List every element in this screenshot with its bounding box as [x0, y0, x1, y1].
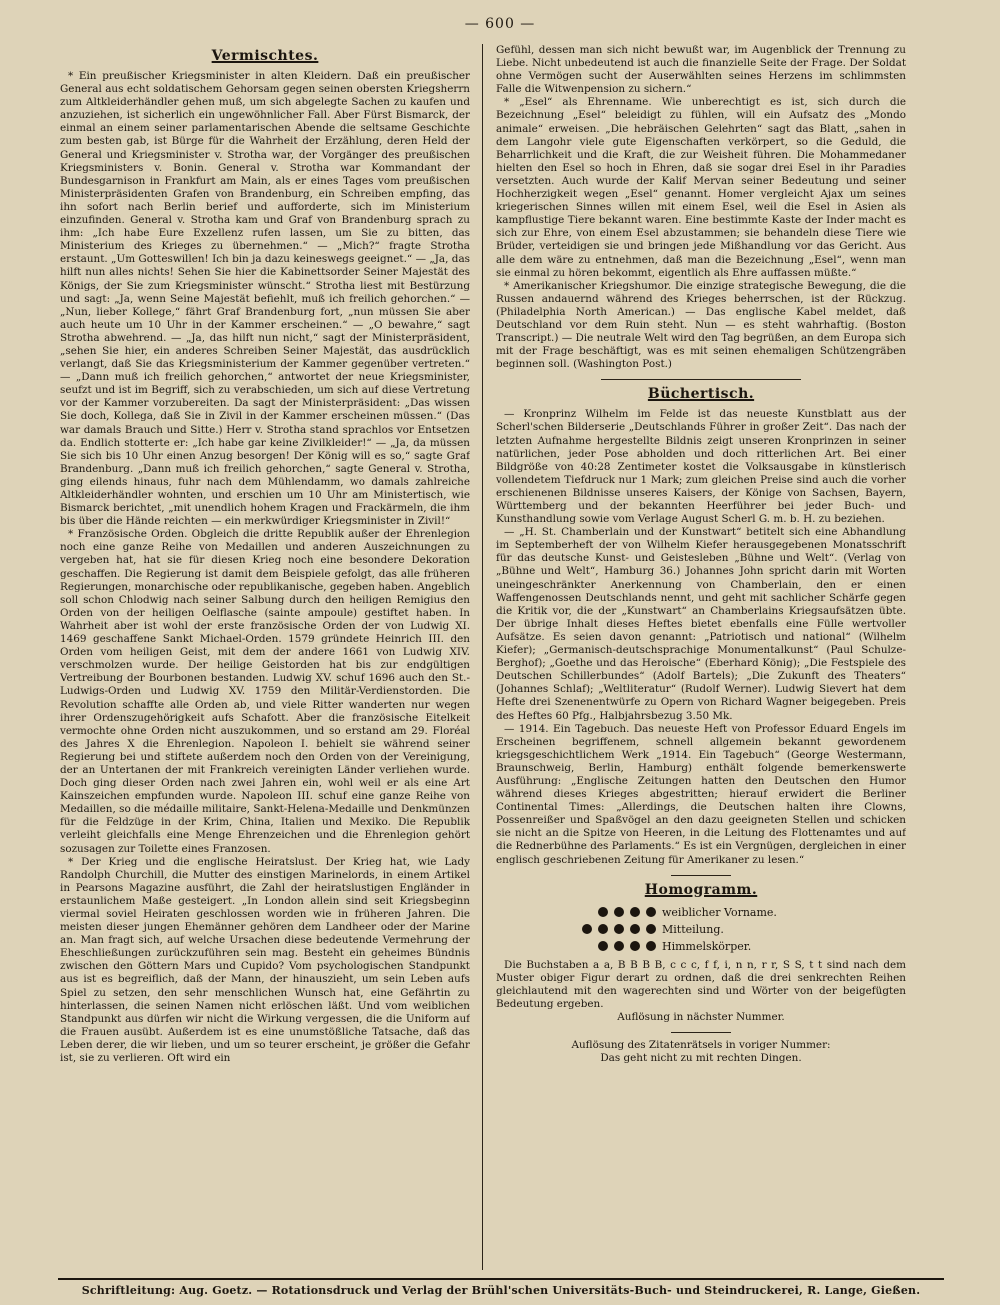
homogram-dot — [630, 941, 640, 951]
section-separator-short — [671, 875, 731, 876]
homogram-dots — [556, 941, 656, 951]
section-heading-vermischtes: Vermischtes. — [211, 48, 319, 64]
section-separator-short — [671, 1032, 731, 1033]
homogram-dot — [614, 924, 624, 934]
homogram-label: Mitteilung. — [662, 922, 724, 936]
homogram-row — [556, 904, 906, 921]
homogram-dot — [598, 907, 608, 917]
homogram-dot — [630, 907, 640, 917]
homogram-row — [556, 921, 906, 938]
article-kronprinz: — Kronprinz Wilhelm im Felde ist das neueste Kunstblatt aus der Scherl'schen Bilderserie „Deutschlands Führer in großer Zeit“. Das nach der letzten Aufnahme hergestellte Bildnis zeigt unseren Kronprinzen in seiner natürlichen, jeder Pose abholden und doch ritterlichen Art. Bei einer Bildgröße von 40:28 Zentimeter kostet die Volksausgabe in künstlerisch vollendetem Tiefdruck nur 1 Mark; zum gleichen Preise sind auch die vorher erschienenen Bildnisse unseres Kaisers, der Könige von Sachsen, Bayern, Württemberg und der bekannten Heerführer bei jeder Buch- und Kunsthandlung sowie vom Verlage August Scherl G. m. b. H. zu beziehen. — [496, 408, 906, 526]
homogram-note: Auflösung in nächster Nummer. — [617, 1011, 785, 1023]
homogram-dot — [646, 924, 656, 934]
section-separator — [601, 379, 801, 380]
left-column — [60, 44, 470, 1276]
footer-rule — [58, 1278, 944, 1280]
article-tagebuch: — 1914. Ein Tagebuch. Das neueste Heft von Professor Eduard Engels im Erscheinen begriffenem, schnell allgemein bekannt gewordenem kriegsgeschichtlichem Werk „1914. Ein Tagebuch“ (George Westermann, Braunschweig, Berlin, Hamburg) enthält folgende bemerkenswerte Ausführung: „Englische Zeitungen hatten den Deutschen den Humor während dieses Krieges abgestritten; hierauf erwidert die Berliner Continental Times: „Allerdings, die Deutschen halten ihre Clowns, Possenreißer und Spaßvögel an den dazu geeigneten Stellen und schicken sie nicht an die Spitze von Heeren, in die Leitung des Flottenamtes und auf die Rednerbühne des Parlaments.“ Es ist ein Vergnügen, dergleichen in einer englisch geschriebenen Zeitung für Amerikaner zu lesen.“ — [496, 722, 906, 866]
article-heiratslust: * Der Krieg und die englische Heiratslust. Der Krieg hat, wie Lady Randolph Churchill, die Mutter des einstigen Marinelords, in einem Artikel in Pearsons Magazine ausführt, die Zahl der heiratslustigen Engländer in erstaunlichem Maße gesteigert. „In London allein sind seit Kriegsbeginn viermal soviel Heiraten geschlossen worden wie in früheren Jahren. Die meisten dieser jungen Ehemänner gehören dem Landheer oder der Marine an. Man fragt sich, auf welche Ursachen diese bedeutende Vermehrung der Eheschließungen zurückzuführen sein mag. Besteht ein geheimes Bündnis zwischen den Göttern Mars und Cupido? Vom psychologischen Standpunkt aus ist es begreiflich, daß der Mann, der hinauszieht, um sein Leben aufs Spiel zu setzen, den sehr menschlichen Wunsch hat, eine Gefährtin zu hinterlassen, die seinen Namen nicht erlöschen läßt. Und vom weiblichen Standpunkt aus dürfen wir nicht die Wirkung vergessen, die die Uniform auf die Frauen ausübt. Außerdem ist es eine unumstößliche Tatsache, daß das Leben derer, die wir lieben, und um so teurer erscheint, je größer die Gefahr ist, sie zu verlieren. Oft wird ein — [60, 855, 470, 1065]
imprint-footer: Schriftleitung: Aug. Goetz. — Rotationsdruck und Verlag der Brühl'schen Universitäts-Buch- und Steindruckerei, R. Lange, Gießen. — [81, 1284, 921, 1297]
column-divider — [482, 44, 483, 1270]
homogram-dot — [646, 941, 656, 951]
homogram-dot — [630, 924, 640, 934]
section-heading-homogramm: Homogramm. — [644, 881, 758, 898]
solution-text: Das geht nicht zu mit rechten Dingen. — [600, 1052, 802, 1065]
homogram-dot — [582, 924, 592, 934]
homogram-dot — [614, 907, 624, 917]
page-number: — 600 — — [464, 16, 536, 32]
article-chamberlain: — „H. St. Chamberlain und der Kunstwart“ betitelt sich eine Abhandlung im Septemberheft der von Wilhelm Kiefer herausgegebenen Monatsschrift für das deutsche Kunst- und Geistesleben „Bühne und Welt“. (Verlag von „Bühne und Welt“, Hamburg 36.) Johannes John spricht darin mit Worten uneingeschränkter Anerkennung von Chamberlain, den er einen Waffengenossen Deutschlands nennt, und geht mit sachlicher Schärfe gegen die Kritik vor, die der „Kunstwart“ an Chamberlains Kriegsaufsätzen übte. Der übrige Inhalt dieses Heftes bietet ebenfalls eine Fülle wertvoller Aufsätze. Es seien davon genannt: „Patriotisch und national“ (Wilhelm Kiefer); „Germanisch-deutschsprachige Monumentalkunst“ (Paul Schulze-Berghof); „Goethe und das Heroische“ (Eberhard König); „Die Festspiele des Deutschen Schillerbundes“ (Adolf Bartels); „Die Zukunft des Theaters“ (Johannes Schlaf); „Weltliteratur“ (Rudolf Werner). Ludwig Sievert hat dem Hefte drei Szenenentwürfe zu Opern von Richard Wagner beigegeben. Preis des Heftes 60 Pfg., Halbjahrsbezug 3.50 Mk. — [496, 526, 906, 722]
homogram-dots — [556, 924, 656, 934]
article-esel: * „Esel“ als Ehrenname. Wie unberechtigt es ist, sich durch die Bezeichnung „Esel“ beleidigt zu fühlen, will ein Aufsatz des „Mondo animale“ erweisen. „Die hebräischen Gelehrten“ sagt das Blatt, „sahen in dem Langohr viele gute Eigenschaften verkörpert, so die Geduld, die Beharrlichkeit und die Kraft, die zur Weisheit führen. Die Mohammedaner hielten den Esel so hoch in Ehren, daß sie sogar drei Esel in ihr Paradies versetzten. Auch wurde der Kalif Mervan seiner Bedeutung und seiner Hochherzigkeit wegen „Esel“ genannt. Homer vergleicht Ajax um seines kriegerischen Sinnes willen mit einem Esel, weil die Esel in Asien als kampflustige Tiere bekannt waren. Eine bestimmte Kaste der Inder macht es sich zur Ehre, von einem Esel abzustammen; sie behandeln diese Tiere wie Brüder, verteidigen sie und bringen jede Mißhandlung vor das Gericht. Aus alle dem wäre zu entnehmen, daß man die Bezeichnung „Esel“, wenn man sie einmal zu hören bekommt, eigentlich als Ehre auffassen müßte.“ — [496, 96, 906, 279]
section-heading-buechertisch: Büchertisch. — [647, 386, 755, 403]
solution-title: Auflösung des Zitatenrätsels in voriger Nummer: — [571, 1039, 831, 1052]
homogram-dot — [614, 941, 624, 951]
homogram-dots — [556, 907, 656, 917]
homogram-dot — [598, 941, 608, 951]
article-kriegshumor: * Amerikanischer Kriegshumor. Die einzige strategische Bewegung, die die Russen andauernd während des Krieges beherrschen, ist der Rückzug. (Philadelphia North American.) — Das englische Kabel meldet, daß Deutschland vor dem Ruin steht. Nun — es steht wahrhaftig. (Boston Transcript.) — Die neutrale Welt wird den Tag begrüßen, an dem Europa sich mit der Frage beschäftigt, was es mit seinen ehemaligen Schützengräben beginnen soll. (Washington Post.) — [496, 279, 906, 371]
homogram-label: Himmelskörper. — [662, 939, 752, 953]
homogram-row — [556, 938, 906, 955]
right-column — [496, 44, 906, 1276]
article-franzoesische-orden: * Französische Orden. Obgleich die dritte Republik außer der Ehrenlegion noch eine ganze Reihe von Medaillen und anderen Auszeichnungen zu vergeben hat, hat sie für diesen Krieg noch eine besondere Dekoration geschaffen. Die Regierung ist damit dem Beispiele gefolgt, das alle früheren Regierungen, monarchische oder republikanische, gegeben haben. Angeblich soll schon Chlodwig nach seiner Salbung durch den heiligen Remigius den Orden von der heiligen Oelflasche (sainte ampoule) gestiftet haben. In Wahrheit aber ist wohl der erste französische Orden der von Ludwig XI. 1469 geschaffene Sankt Michael-Orden. 1579 gründete Heinrich III. den Orden vom heiligen Geist, mit dem der andere 1661 von Ludwig XIV. verschmolzen wurde. Der heilige Geistorden hat bis zur endgültigen Vertreibung der Bourbonen bestanden. Ludwig XV. schuf 1696 auch den St.-Ludwigs-Orden und Ludwig XV. 1759 den Militär-Verdienstorden. Die Revolution schaffte alle Orden ab, und viele Ritter wanderten nur wegen ihrer Ordenszugehörigkeit aufs Schafott. Aber die französische Eitelkeit vermochte ohne Orden nicht auszukommen, und so erstand am 29. Floréal des Jahres X die Ehrenlegion. Napoleon I. behielt sie während seiner Regierung bei und stiftete außerdem noch den Orden von der Vereinigung, der an Untertanen der mit Frankreich vereinigten Länder verliehen wurde. Doch ging dieser Orden nach zwei Jahren ein, wohl weil er als eine Art Kainszeichen empfunden wurde. Napoleon III. schuf eine ganze Reihe von Medaillen, so die médaille militaire, Sankt-Helena-Medaille und Denkmünzen für die Feldzüge in der Krim, China, Italien und Mexiko. Die Republik verleiht gleichfalls eine Menge Ehrenzeichen und die Ehrenlegion gehört sozusagen zur Toilette eines Franzosen. — [60, 528, 470, 855]
homogram-label: weiblicher Vorname. — [662, 905, 777, 919]
article-kriegsminister: * Ein preußischer Kriegsminister in alten Kleidern. Daß ein preußischer General aus echt soldatischem Gehorsam gegen seinen obersten Kriegsherrn zum Altkleiderhändler gehen muß, um sich abgelegte Sachen zu kaufen und anzuziehen, ist sicherlich ein ungewöhnlicher Fall. Aber Fürst Bismarck, der einmal an einem seiner parlamentarischen Abende die seltsame Geschichte zum besten gab, ist Bürge für die Wahrheit der Erzählung, deren Held der General und Kriegsminister v. Strotha war, der Vorgänger des preußischen Kriegsministers v. Bonin. General v. Strotha war Kommandant der Bundesgarnison in Frankfurt am Main, als er eines Tages vom preußischen Ministerpräsidenten Grafen von Brandenburg, ein Schreiben empfing, das ihn sofort nach Berlin berief und aufforderte, sich im Ministerium einzufinden. General v. Strotha kam und Graf von Brandenburg sprach zu ihm: „Ich habe Eure Exzellenz rufen lassen, um Sie zu bitten, das Ministerium des Krieges zu übernehmen.“ — „Mich?“ fragte Strotha erstaunt. „Um Gotteswillen! Ich bin ja dazu keineswegs geeignet.“ — „Ja, das hilft nun alles nichts! Sehen Sie hier die Kabinettsorder Seiner Majestät des Königs, der Sie zum Kriegsminister wünscht.“ Strotha liest mit Bestürzung und sagt: „Ja, wenn Seine Majestät befiehlt, muß ich freilich gehorchen.“ — „Nun, lieber Kollege,“ fährt Graf Brandenburg fort, „nun müssen Sie aber auch heute um 10 Uhr in der Kammer erscheinen.“ — „O bewahre,“ sagt Strotha abwehrend. — „Ja, das hilft nun nicht,“ sagt der Ministerpräsident, „sehen Sie hier, ein anderes Schreiben Seiner Majestät, das ausdrücklich verlangt, daß Sie das Kriegsministerium der Kammer gegenüber vertreten.“ — „Dann muß ich freilich gehorchen,“ antwortet der neue Kriegsminister, seufzt und ist im Begriff, sich zu verabschieden, um sich auf diese Vertretung vor der Kammer vorzubereiten. Da sagt der Ministerpräsident: „Das wissen Sie doch, Kollega, daß Sie in Zivil in der Kammer erscheinen müssen.“ (Das war damals Brauch und Sitte.) Herr v. Strotha stand sprachlos vor Entsetzen da. Endlich stotterte er: „Ich habe gar keine Zivilkleider!“ — „Ja, da müssen Sie sich bis 10 Uhr einen Anzug besorgen! Der König will es so,“ sagte Graf Brandenburg. „Dann muß ich freilich gehorchen,“ sagte General v. Strotha, ging eilends hinaus, fuhr nach dem Mühlendamm, wo damals zahlreiche Altkleiderhändler wohnten, und erschien um 10 Uhr am Ministertisch, wie Bismarck berichtet, „mit unendlich hohem Kragen und Frackärmeln, die ihm bis über die Hände reichten — ein merkwürdiger Kriegsminister in Zivil!“ — [60, 70, 470, 528]
homogram-dot — [646, 907, 656, 917]
article-heiratslust-continued: Gefühl, dessen man sich nicht bewußt war, im Augenblick der Trennung zu Liebe. Nicht unbedeutend ist auch die finanzielle Seite der Frage. Der Soldat ohne Vermögen sucht der Auserwählten seines Herzens im schlimmsten Falle die Witwenpension zu sichern.“ — [496, 44, 906, 96]
homogram-instructions: Die Buchstaben a a, B B B B, c c c, f f, i, n n, r r, S S, t t sind nach dem Muster obiger Figur derart zu ordnen, daß die drei senkrechten Reihen gleichlautend mit den wagerechten sind und Wörter von der beigefügten Bedeutung ergeben. — [496, 958, 906, 1010]
homogram-figure — [556, 904, 906, 955]
homogram-dot — [598, 924, 608, 934]
